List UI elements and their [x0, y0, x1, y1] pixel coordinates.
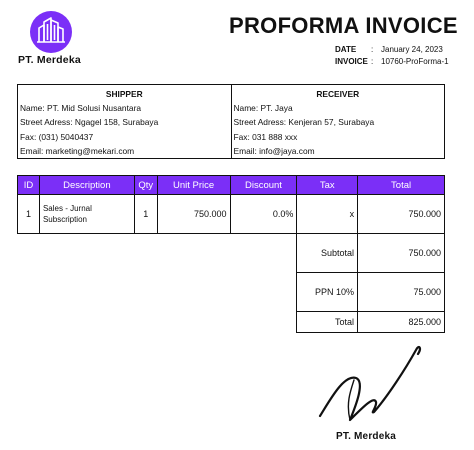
subtotal-label: Subtotal — [297, 234, 358, 273]
ppn-label: PPN 10% — [297, 273, 358, 312]
description-line-1: Sales - Jurnal — [42, 204, 92, 213]
shipper-address: Street Adress: Ngagel 158, Surabaya — [20, 117, 159, 128]
cell-discount: 0.0% — [230, 195, 297, 234]
shipper-fax: Fax: (031) 5040437 — [20, 131, 94, 142]
header-description: Description — [39, 176, 134, 195]
shipper-name: Name: PT. Mid Solusi Nusantara — [20, 103, 142, 114]
receiver-heading: RECEIVER — [316, 89, 360, 99]
date-value: January 24, 2023 — [381, 45, 443, 54]
subtotal-value: 750.000 — [358, 234, 445, 273]
receiver-address: Street Adress: Kenjeran 57, Surabaya — [233, 117, 375, 128]
shipper-heading: SHIPPER — [105, 89, 143, 99]
company-logo-icon — [30, 11, 72, 53]
total-row — [297, 312, 445, 333]
cell-qty: 1 — [134, 195, 157, 234]
total-value: 825.000 — [358, 312, 445, 333]
cell-description — [39, 195, 134, 234]
cell-tax: x — [297, 195, 358, 234]
invoice-number: 10760-ProForma-1 — [381, 57, 449, 66]
date-row — [335, 44, 449, 56]
shipper-email: Email: marketing@mekari.com — [20, 145, 135, 156]
date-label: DATE — [335, 45, 357, 54]
date-separator: : — [371, 45, 374, 54]
ppn-value: 75.000 — [358, 273, 445, 312]
receiver-block — [231, 85, 445, 158]
invoice-label: INVOICE — [335, 57, 368, 66]
shipper-block — [18, 85, 231, 158]
cell-total: 750.000 — [358, 195, 445, 234]
ppn-row — [297, 273, 445, 312]
table-row — [18, 195, 445, 234]
cell-unit-price: 750.000 — [157, 195, 230, 234]
signatory-name: PT. Merdeka — [336, 431, 397, 442]
subtotal-row — [297, 234, 445, 273]
invoice-meta — [335, 44, 449, 68]
receiver-fax: Fax: 031 888 xxx — [233, 131, 298, 142]
company-name: PT. Merdeka — [18, 54, 81, 66]
table-header-row — [18, 176, 445, 195]
signature-icon — [310, 340, 440, 430]
items-table — [17, 175, 445, 234]
invoice-separator: : — [371, 57, 374, 66]
header-qty: Qty — [134, 176, 157, 195]
description-line-2: Subscription — [42, 215, 87, 224]
cell-id: 1 — [18, 195, 40, 234]
header-unit-price: Unit Price — [157, 176, 230, 195]
receiver-email: Email: info@jaya.com — [233, 145, 315, 156]
header-tax: Tax — [297, 176, 358, 195]
document-title: PROFORMA INVOICE — [229, 13, 458, 38]
header-discount: Discount — [230, 176, 297, 195]
receiver-name: Name: PT. Jaya — [233, 103, 293, 114]
parties-box — [17, 84, 445, 159]
header-id: ID — [18, 176, 40, 195]
summary-table — [296, 233, 445, 333]
invoice-row — [335, 56, 449, 68]
total-label: Total — [297, 312, 358, 333]
header-total: Total — [358, 176, 445, 195]
